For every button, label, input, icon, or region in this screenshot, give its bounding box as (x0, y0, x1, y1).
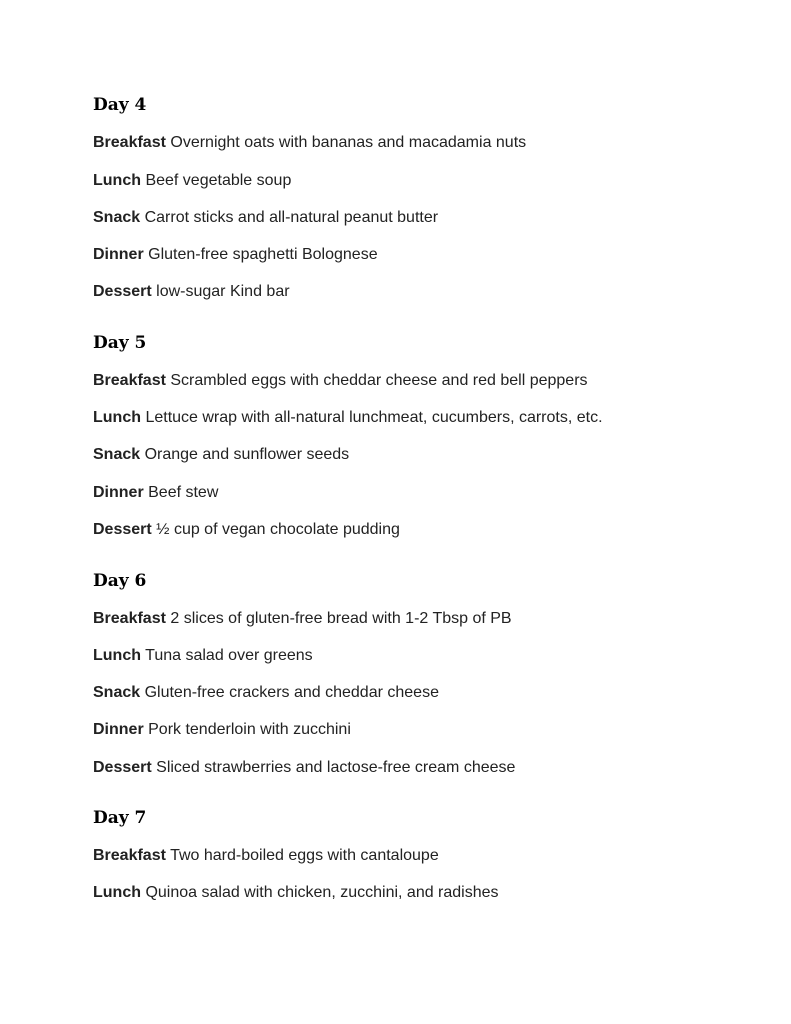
meal-label: Lunch (93, 884, 141, 901)
meal-label: Snack (93, 684, 141, 701)
meal-label: Dessert (93, 283, 152, 300)
meal-line (93, 883, 499, 903)
meal-line (93, 609, 512, 629)
meal-line (93, 483, 218, 503)
meal-description: Lettuce wrap with all-natural lunchmeat, cucumbers, carrots, etc. (141, 409, 603, 426)
meal-label: Dinner (93, 484, 144, 501)
meal-label: Dinner (93, 721, 144, 738)
day-heading: Day 6 (93, 571, 147, 591)
meal-line (93, 720, 351, 740)
meal-line (93, 245, 378, 265)
meal-description: Tuna salad over greens (141, 647, 313, 664)
meal-description: Sliced strawberries and lactose-free cream cheese (151, 759, 516, 776)
meal-description: ½ cup of vegan chocolate pudding (151, 521, 400, 538)
meal-label: Snack (93, 209, 141, 226)
meal-label: Lunch (93, 409, 141, 426)
meal-label: Dinner (93, 246, 144, 263)
meal-line (93, 408, 603, 428)
meal-description: Two hard-boiled eggs with cantaloupe (165, 847, 439, 864)
day-heading: Day 7 (93, 808, 147, 828)
meal-description: Scrambled eggs with cheddar cheese and red bell peppers (165, 372, 588, 389)
meal-label: Breakfast (93, 847, 166, 864)
meal-line (93, 520, 400, 540)
meal-label: Snack (93, 446, 141, 463)
day-heading: Day 4 (93, 95, 147, 115)
meal-description: Overnight oats with bananas and macadamia nuts (165, 134, 527, 151)
meal-line (93, 846, 439, 866)
meal-description: Orange and sunflower seeds (140, 446, 350, 463)
meal-description: Quinoa salad with chicken, zucchini, and radishes (141, 884, 499, 901)
meal-line (93, 171, 291, 191)
meal-line (93, 371, 588, 391)
meal-label: Breakfast (93, 134, 166, 151)
meal-description: Beef vegetable soup (141, 172, 292, 189)
meal-line (93, 758, 515, 778)
meal-description: Carrot sticks and all-natural peanut butter (140, 209, 439, 226)
meal-description: 2 slices of gluten-free bread with 1-2 Tbsp of PB (165, 610, 512, 627)
meal-description: Beef stew (143, 484, 219, 501)
day-heading: Day 5 (93, 333, 147, 353)
meal-label: Lunch (93, 172, 141, 189)
meal-line (93, 282, 290, 302)
meal-line (93, 208, 438, 228)
meal-label: Breakfast (93, 610, 166, 627)
meal-line (93, 683, 439, 703)
meal-label: Dessert (93, 521, 152, 538)
meal-label: Dessert (93, 759, 152, 776)
meal-line (93, 646, 313, 666)
meal-description: Gluten-free spaghetti Bolognese (143, 246, 378, 263)
meal-label: Lunch (93, 647, 141, 664)
meal-description: low-sugar Kind bar (151, 283, 290, 300)
meal-description: Pork tenderloin with zucchini (143, 721, 351, 738)
meal-label: Breakfast (93, 372, 166, 389)
meal-description: Gluten-free crackers and cheddar cheese (140, 684, 439, 701)
meal-line (93, 445, 349, 465)
meal-line (93, 133, 526, 153)
